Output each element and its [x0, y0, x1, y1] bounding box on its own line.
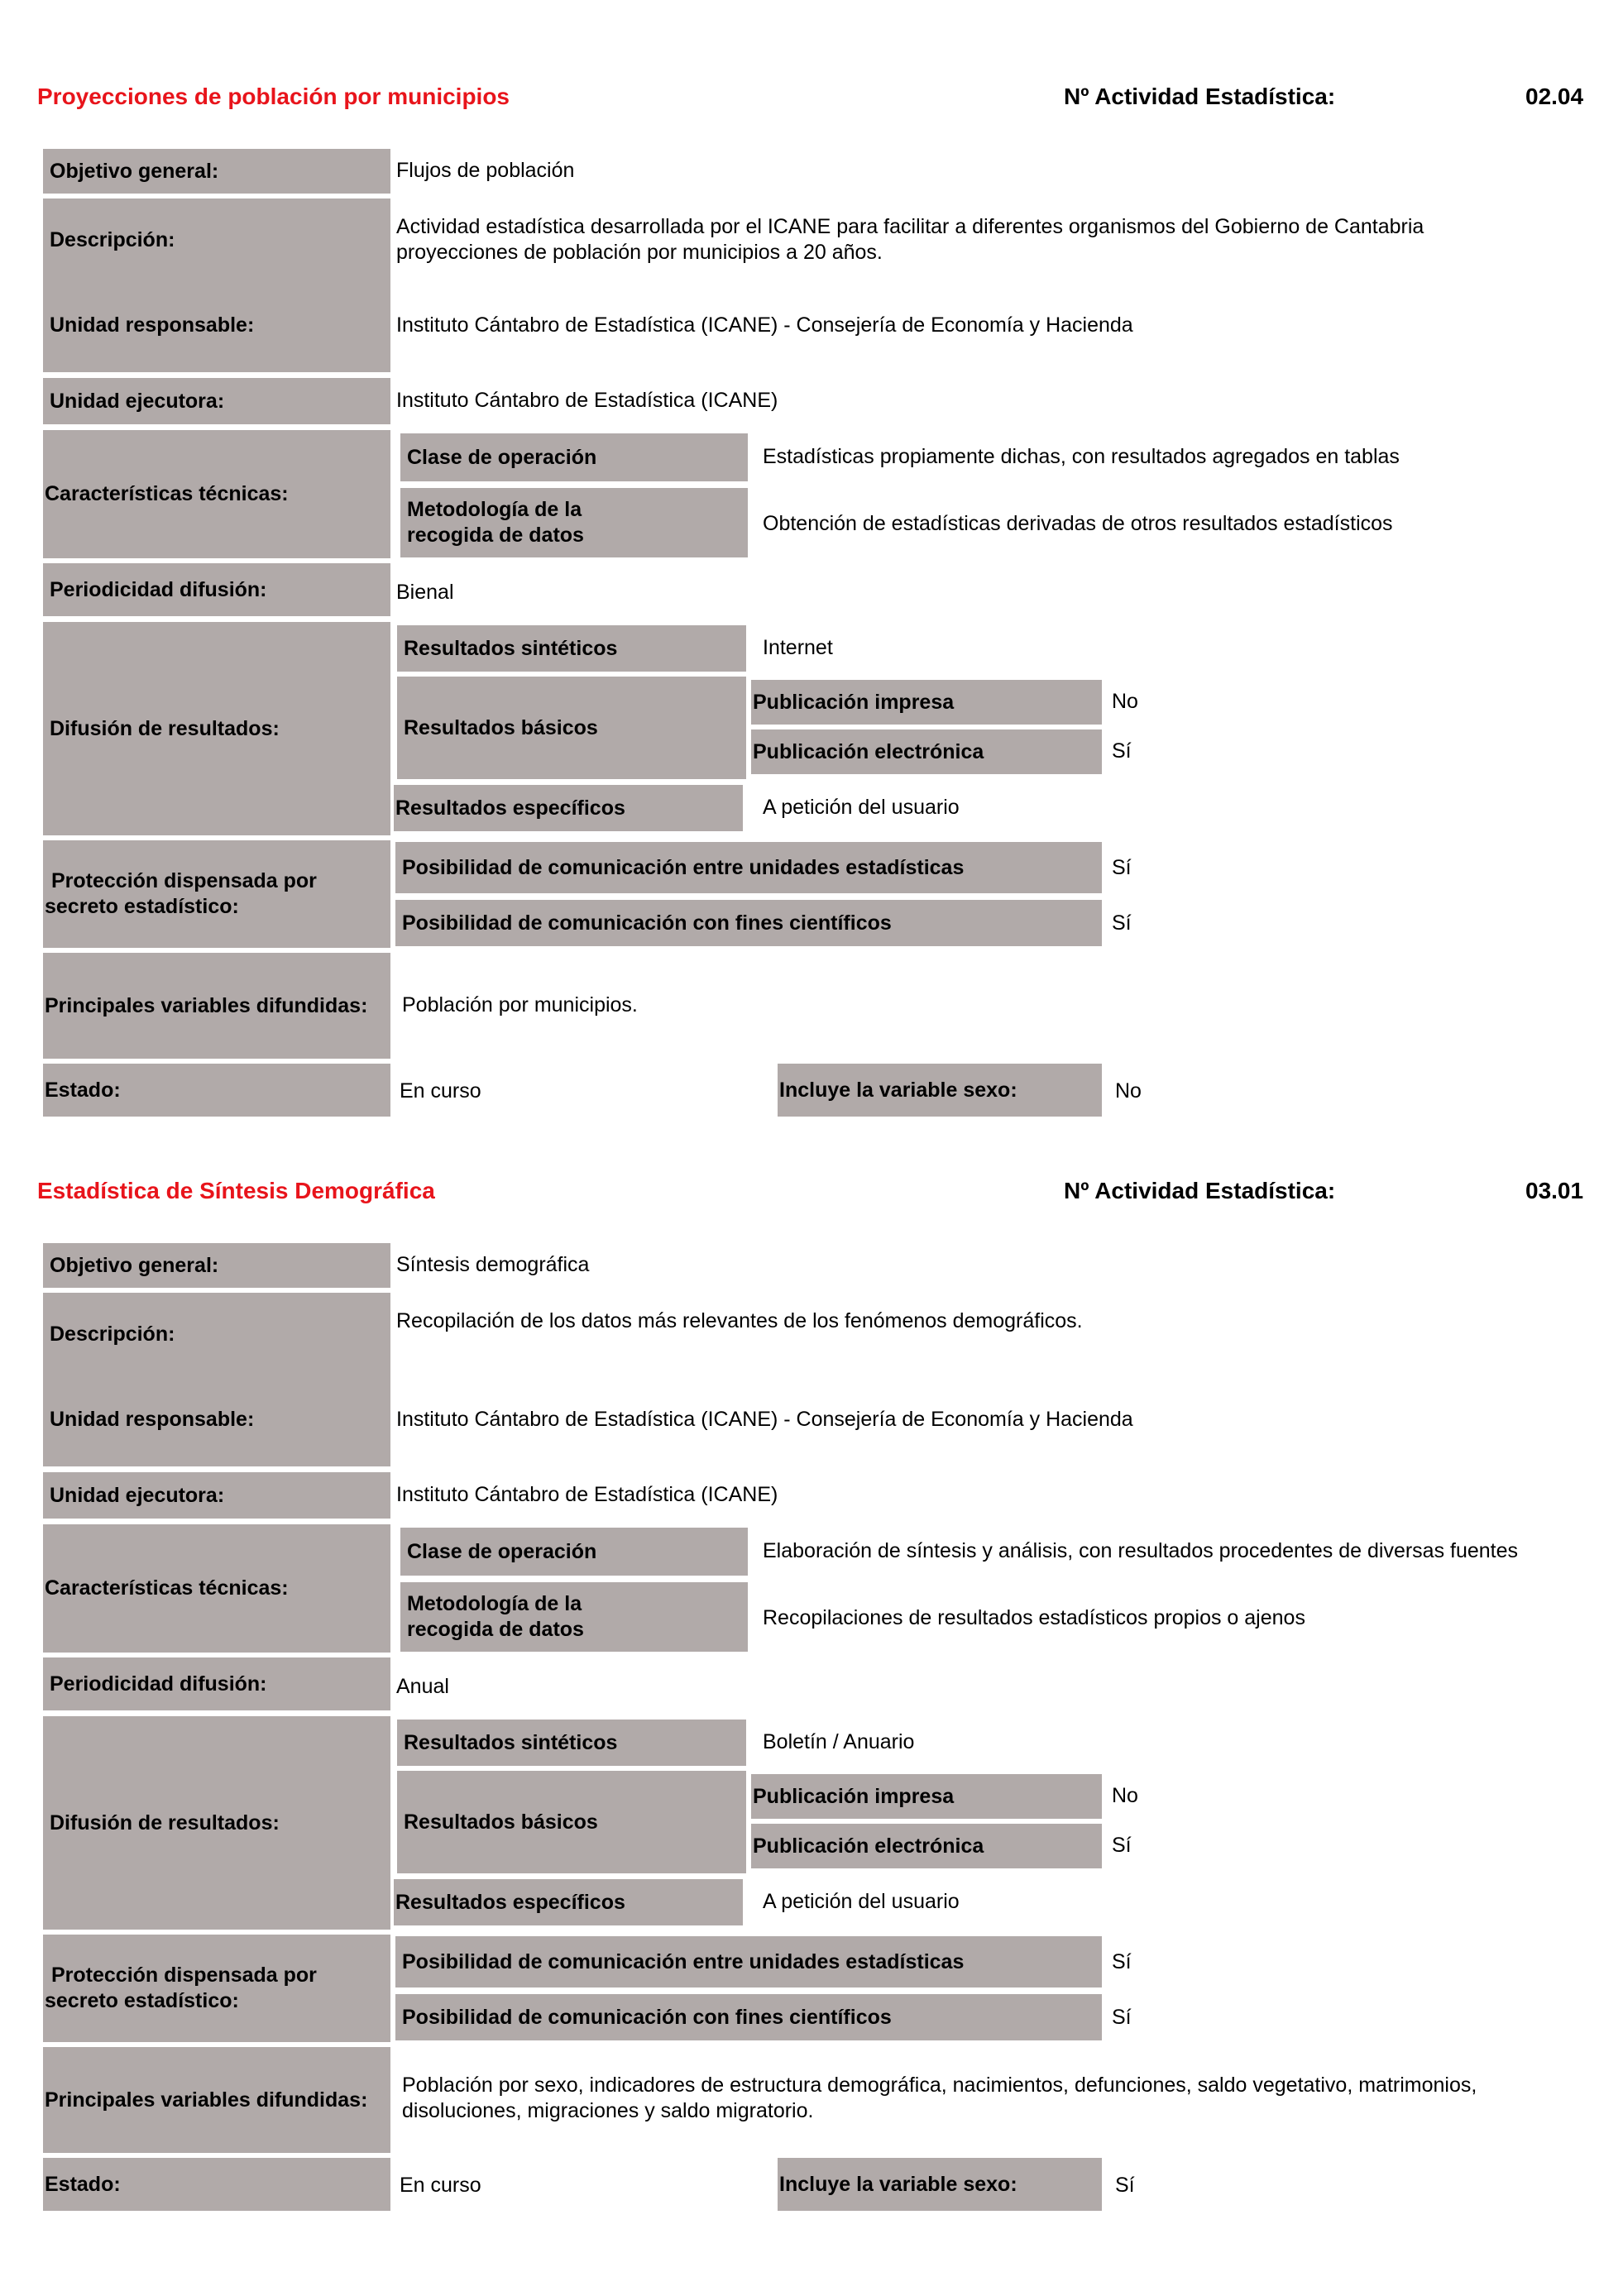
descripcion-value-line1: Recopilación de los datos más relevantes de los fenómenos demográficos. — [396, 1309, 1083, 1332]
unidad-responsable-label: Unidad responsable: — [50, 1408, 255, 1431]
incluye-sexo-label: Incluye la variable sexo: — [778, 1064, 1102, 1117]
resultados-especificos-value: A petición del usuario — [763, 796, 960, 819]
descripcion-label: Descripción: — [50, 1323, 175, 1346]
clase-operacion-value: Elaboración de síntesis y análisis, con resultados procedentes de diversas fuentes — [763, 1539, 1519, 1562]
caracteristicas-label: Características técnicas: — [43, 1524, 390, 1653]
objetivo-value: Síntesis demográfica — [396, 1253, 590, 1276]
resultados-especificos-label: Resultados específicos — [394, 785, 743, 831]
activity-number-label: Nº Actividad Estadística: — [1064, 1178, 1336, 1203]
unidad-ejecutora-value: Instituto Cántabro de Estadística (ICANE) — [396, 389, 778, 412]
comunicacion-cientificos-value: Sí — [1112, 911, 1132, 935]
activity-title: Proyecciones de población por municipios — [37, 84, 510, 109]
estado-value: En curso — [400, 1079, 481, 1103]
activity-number: 03.01 — [1525, 1178, 1584, 1203]
unidad-ejecutora-label: Unidad ejecutora: — [43, 378, 390, 424]
metodologia-value: Recopilaciones de resultados estadísticos propios o ajenos — [763, 1606, 1305, 1629]
metodologia-value: Obtención de estadísticas derivadas de otros resultados estadísticos — [763, 512, 1393, 535]
publicacion-electronica-label: Publicación electrónica — [751, 729, 1102, 774]
caracteristicas-label: Características técnicas: — [43, 430, 390, 558]
resultados-sinteticos-label: Resultados sintéticos — [397, 1720, 746, 1766]
comunicacion-cientificos-value: Sí — [1112, 2006, 1132, 2029]
periodicidad-value: Bienal — [396, 581, 454, 604]
descripcion-responsable-block — [43, 199, 390, 372]
periodicidad-label: Periodicidad difusión: — [43, 1657, 390, 1710]
incluye-sexo-label: Incluye la variable sexo: — [778, 2158, 1102, 2211]
publicacion-electronica-value: Sí — [1112, 739, 1132, 763]
resultados-basicos-label: Resultados básicos — [397, 677, 746, 779]
resultados-sinteticos-label: Resultados sintéticos — [397, 625, 746, 672]
unidad-responsable-value: Instituto Cántabro de Estadística (ICANE) - Consejería de Economía y Hacienda — [396, 313, 1133, 337]
publicacion-impresa-value: No — [1112, 1784, 1138, 1807]
comunicacion-unidades-label: Posibilidad de comunicación entre unidades estadísticas — [395, 842, 1102, 893]
objetivo-label: Objetivo general: — [43, 149, 390, 194]
principales-variables-value-line1: Población por municipios. — [402, 993, 638, 1016]
metodologia-label: Metodología de la recogida de datos — [400, 1582, 748, 1652]
principales-variables-label: Principales variables difundidas: — [43, 2047, 390, 2153]
principales-variables-value-line1: Población por sexo, indicadores de estructura demográfica, nacimientos, defunciones, saldo vegetativo, matrimonios, — [402, 2074, 1477, 2097]
periodicidad-value: Anual — [396, 1675, 449, 1698]
clase-operacion-label: Clase de operación — [400, 433, 748, 481]
estado-label: Estado: — [43, 1064, 390, 1117]
resultados-sinteticos-value: Internet — [763, 636, 833, 659]
metodologia-label: Metodología de la recogida de datos — [400, 488, 748, 557]
difusion-label: Difusión de resultados: — [43, 622, 390, 835]
incluye-sexo-value: Sí — [1115, 2174, 1135, 2197]
clase-operacion-label: Clase de operación — [400, 1528, 748, 1576]
publicacion-impresa-value: No — [1112, 690, 1138, 713]
publicacion-impresa-label: Publicación impresa — [751, 1774, 1102, 1819]
proteccion-label: Protección dispensada por secreto estadístico: — [43, 1935, 390, 2042]
activity-number-label: Nº Actividad Estadística: — [1064, 84, 1336, 109]
unidad-ejecutora-label: Unidad ejecutora: — [43, 1472, 390, 1519]
unidad-responsable-value: Instituto Cántabro de Estadística (ICANE) - Consejería de Economía y Hacienda — [396, 1408, 1133, 1431]
activity-title: Estadística de Síntesis Demográfica — [37, 1178, 435, 1203]
comunicacion-unidades-label: Posibilidad de comunicación entre unidades estadísticas — [395, 1936, 1102, 1987]
objetivo-value: Flujos de población — [396, 159, 575, 182]
unidad-responsable-label: Unidad responsable: — [50, 313, 255, 337]
comunicacion-unidades-value: Sí — [1112, 1950, 1132, 1973]
activity-number: 02.04 — [1525, 84, 1584, 109]
principales-variables-label: Principales variables difundidas: — [43, 953, 390, 1059]
difusion-label: Difusión de resultados: — [43, 1716, 390, 1930]
resultados-basicos-label: Resultados básicos — [397, 1771, 746, 1873]
descripcion-value-line2: proyecciones de población por municipios a 20 años. — [396, 241, 883, 264]
descripcion-label: Descripción: — [50, 228, 175, 251]
publicacion-impresa-label: Publicación impresa — [751, 680, 1102, 725]
unidad-ejecutora-value: Instituto Cántabro de Estadística (ICANE) — [396, 1483, 778, 1506]
resultados-especificos-value: A petición del usuario — [763, 1890, 960, 1913]
periodicidad-label: Periodicidad difusión: — [43, 563, 390, 616]
descripcion-value-line1: Actividad estadística desarrollada por el ICANE para facilitar a diferentes organismos del Gobierno de Cantabria — [396, 215, 1424, 238]
proteccion-label: Protección dispensada por secreto estadístico: — [43, 840, 390, 948]
principales-variables-value-line2: disoluciones, migraciones y saldo migratorio. — [402, 2099, 814, 2122]
resultados-especificos-label: Resultados específicos — [394, 1879, 743, 1925]
publicacion-electronica-value: Sí — [1112, 1834, 1132, 1857]
publicacion-electronica-label: Publicación electrónica — [751, 1824, 1102, 1868]
incluye-sexo-value: No — [1115, 1079, 1142, 1103]
comunicacion-cientificos-label: Posibilidad de comunicación con fines científicos — [395, 1994, 1102, 2040]
objetivo-label: Objetivo general: — [43, 1243, 390, 1288]
resultados-sinteticos-value: Boletín / Anuario — [763, 1730, 915, 1753]
estado-label: Estado: — [43, 2158, 390, 2211]
estado-value: En curso — [400, 2174, 481, 2197]
clase-operacion-value: Estadísticas propiamente dichas, con resultados agregados en tablas — [763, 445, 1400, 468]
comunicacion-cientificos-label: Posibilidad de comunicación con fines científicos — [395, 900, 1102, 946]
descripcion-responsable-block — [43, 1293, 390, 1466]
comunicacion-unidades-value: Sí — [1112, 856, 1132, 879]
